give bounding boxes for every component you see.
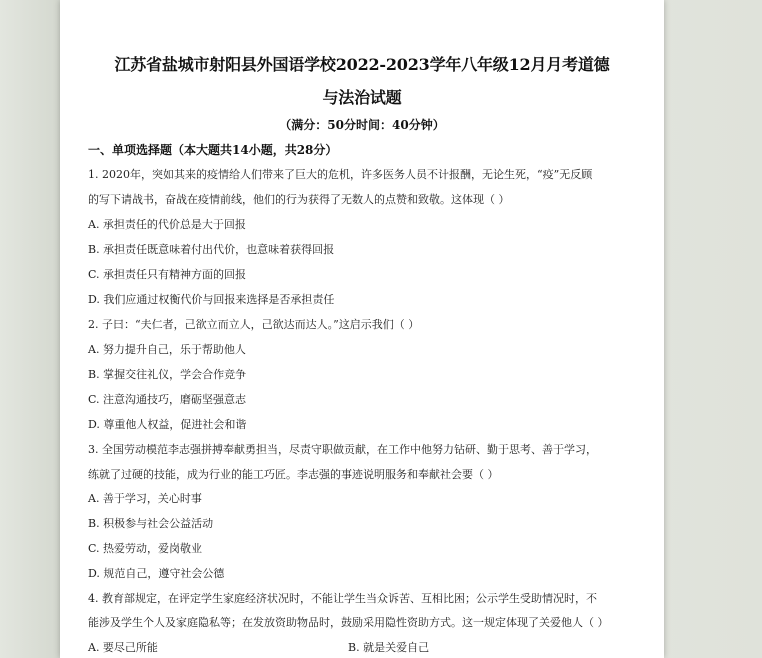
question-2-option-d: D. 尊重他人权益，促进社会和谐: [88, 418, 247, 431]
question-1-option-c: C. 承担责任只有精神方面的回报: [88, 268, 247, 281]
document-page: [60, 0, 664, 658]
question-3-text: 练就了过硬的技能，成为行业的能工巧匠。李志强的事迹说明服务和奉献社会要（ ）: [88, 468, 499, 481]
document-title: 江苏省盐城市射阳县外国语学校2022-2023学年八年级12月月考道德: [114, 55, 610, 74]
question-2-option-b: B. 掌握交往礼仪，学会合作竞争: [88, 368, 247, 381]
question-4-text: 能涉及学生个人及家庭隐私等；在发放资助物品时，鼓励采用隐性资助方式。这一规定体现了关爱他人（ ）: [88, 616, 609, 629]
question-4-option-b: B. 就是关爱自己: [348, 641, 430, 654]
section-heading: 一、单项选择题（本大题共14小题，共28分）: [88, 143, 338, 157]
exam-info: （满分：50分时间：40分钟）: [279, 118, 445, 132]
question-1-option-d: D. 我们应通过权衡代价与回报来选择是否承担责任: [88, 293, 335, 306]
question-1-option-b: B. 承担责任既意味着付出代价，也意味着获得回报: [88, 243, 335, 256]
question-4-text: 4. 教育部规定，在评定学生家庭经济状况时，不能让学生当众诉苦、互相比困；公示学生受助情况时，不: [88, 592, 597, 605]
question-1-option-a: A. 承担责任的代价总是大于回报: [88, 218, 246, 231]
question-2-option-a: A. 努力提升自己，乐于帮助他人: [88, 343, 246, 356]
question-3-option-c: C. 热爱劳动，爱岗敬业: [88, 542, 203, 555]
question-3-option-b: B. 积极参与社会公益活动: [88, 517, 214, 530]
question-3-text: 3. 全国劳动模范李志强拼搏奉献勇担当，尽责守职做贡献，在工作中他努力钻研、勤于思考、善于学习，: [88, 443, 597, 456]
viewer-background: [0, 0, 60, 658]
question-3-option-a: A. 善于学习，关心时事: [88, 492, 202, 505]
question-4-option-a: A. 要尽己所能: [88, 641, 158, 654]
question-1-text: 1. 2020年，突如其来的疫情给人们带来了巨大的危机，许多医务人员不计报酬，无论生死，“疫”无反顾: [88, 168, 593, 181]
question-3-option-d: D. 规范自己，遵守社会公德: [88, 567, 225, 580]
question-2-option-c: C. 注意沟通技巧，磨砺坚强意志: [88, 393, 247, 406]
question-1-text: 的写下请战书，奋战在疫情前线，他们的行为获得了无数人的点赞和致敬。这体现（ ）: [88, 193, 510, 206]
question-2-text: 2. 子曰：“夫仁者，己欲立而立人，己欲达而达人。”这启示我们（ ）: [88, 318, 420, 331]
document-title-continued: 与法治试题: [322, 88, 402, 107]
